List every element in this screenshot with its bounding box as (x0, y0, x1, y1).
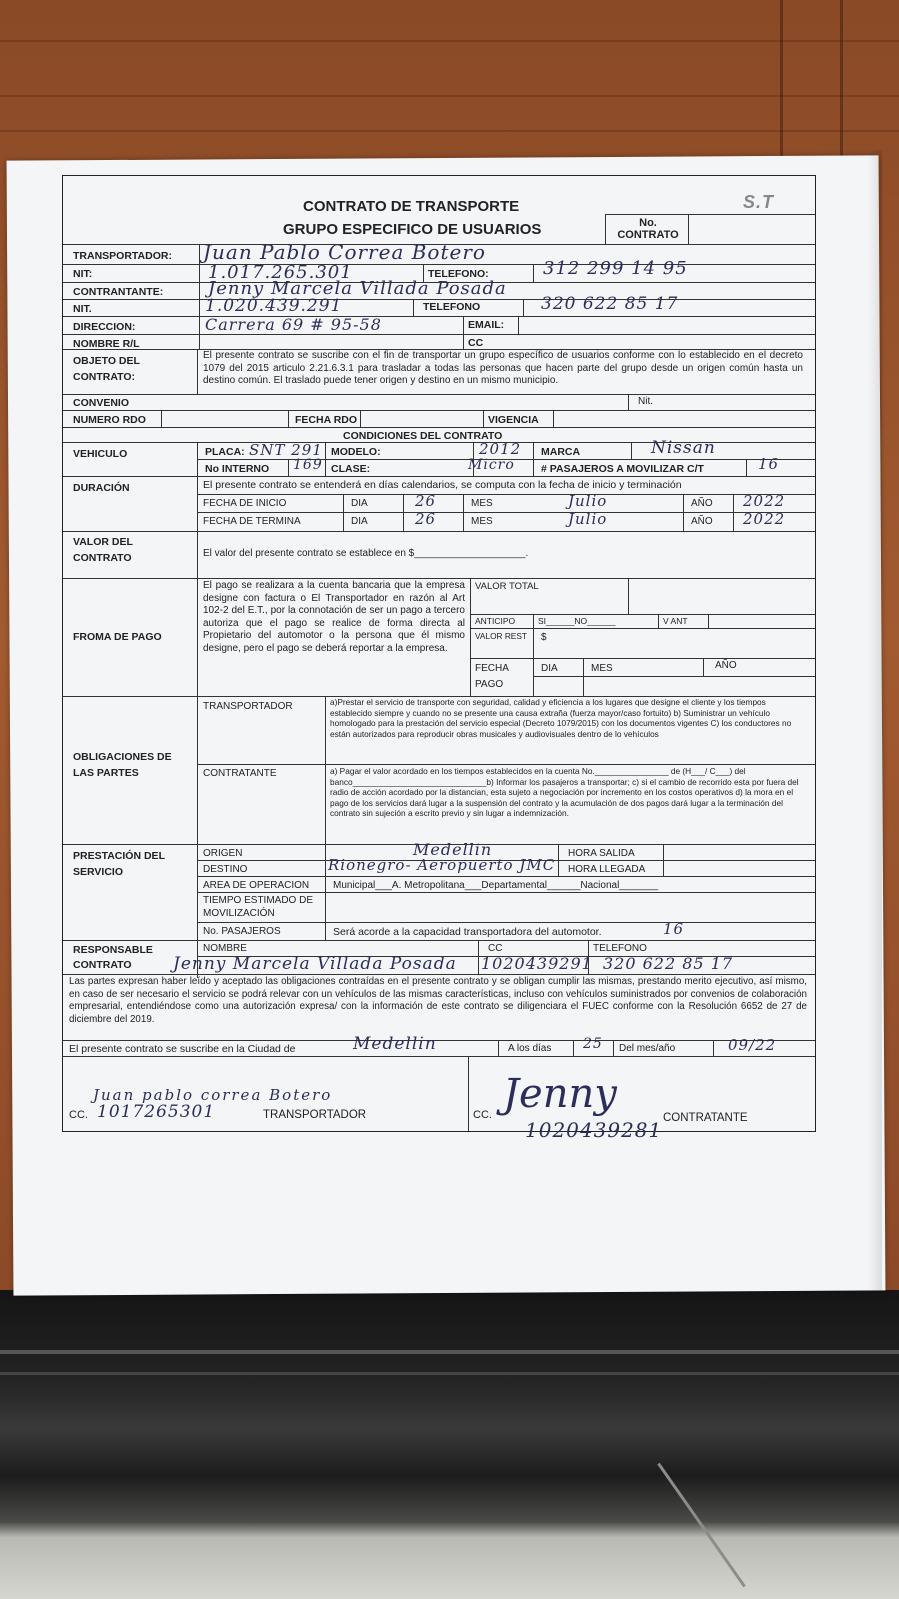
tiempo-estimado-label: TIEMPO ESTIMADO DE MOVILIZACIÓN (203, 895, 314, 919)
valor-text: El valor del presente contrato se establece en $____________________. (203, 548, 529, 559)
cc-rl-label: CC (468, 337, 484, 349)
destino-label: DESTINO (203, 864, 248, 875)
contratante-value: Jenny Marcela Villada Posada (208, 278, 507, 299)
cc1-label: CC. (69, 1109, 88, 1121)
duracion-label: DURACIÓN (73, 482, 130, 494)
suscribe-text: El presente contrato se suscribe en la Ciudad de (69, 1043, 296, 1055)
nombre-rl-label: NOMBRE R/L (73, 338, 140, 350)
objeto-label: OBJETO DEL CONTRATO: (73, 355, 140, 383)
inicio-ano-value: 2022 (743, 492, 786, 510)
hora-llegada-label: HORA LLEGADA (568, 864, 646, 875)
obligaciones-label: OBLIGACIONES DE LAS PARTES (73, 751, 172, 779)
transportador-label: TRANSPORTADOR: (73, 250, 172, 262)
fecha-rdo-label: FECHA RDO (295, 414, 358, 426)
form-subtitle: GRUPO ESPECIFICO DE USUARIOS (283, 221, 542, 238)
direccion-label: DIRECCION: (73, 321, 136, 333)
valor-total-label: VALOR TOTAL (475, 581, 539, 592)
termina-dia-value: 26 (415, 510, 437, 528)
responsable-cc-value: 1020439291 (481, 954, 593, 973)
placa-label: PLACA: (205, 446, 245, 458)
vehiculo-label: VEHICULO (73, 448, 128, 460)
anticipo-label: ANTICIPO (475, 616, 516, 626)
prestacion-label: PRESTACIÓN DEL SERVICIO (73, 850, 165, 878)
no-pasajeros-value: 16 (663, 920, 685, 938)
convenio-label: CONVENIO (73, 397, 130, 409)
responsable-nombre-value: Jenny Marcela Villada Posada (173, 954, 457, 974)
destino-value: Rionegro- Aeropuerto JMC (328, 856, 556, 874)
valor-label: VALOR DEL CONTRATO (73, 536, 133, 564)
pasajeros-movilizar-label: # PASAJEROS A MOVILIZAR C/T (541, 463, 704, 475)
telefono-label: TELEFONO: (428, 268, 489, 280)
contract-form (62, 175, 816, 1142)
forma-pago-text: El pago se realizara a la cuenta bancaria que la empresa designe con factura o El Transportador en razón al Art 102-2 del E.T., por la connotación de ser un pago a tercero autoriza que el pago se realice de forma directa al Propietario del automotor o la persona que él mismo designe, pero el pago se deberá reportar a la empresa. (203, 580, 465, 654)
obligaciones-contratante-text: a) Pagar el valor acordado en los tiempos establecidos en la cuenta No.________________ de (H___/ C___) del banco_____________________________b) Informar los pasajeros a transportar; c) si el cambio de recorrido esta por fuera del radio de acción acordado por la distancian, esta sujeto a negociación por incremento en los costos operativos d) la mora en el pago de los servicios dará lugar a la suspensión del contrato y la acumulación de dos pagos dará lugar a la terminación del contrato sin sujeción a escrito previo y sin lugar a indemnización. (330, 766, 799, 818)
suscribe-ciudad: Medellin (353, 1034, 437, 1054)
duracion-text: El presente contrato se entenderá en días calendarios, se computa con la fecha de inicio y terminación (203, 479, 682, 491)
telefono-value: 312 299 14 95 (543, 258, 688, 279)
contratante-firma-label: CONTRATANTE (663, 1112, 748, 1124)
valor-rest-dollar: $ (541, 632, 547, 643)
inicio-mes-value: Julio (568, 492, 608, 510)
del-mes-label: Del mes/año (619, 1043, 676, 1054)
telefono2-label: TELEFONO (423, 301, 481, 313)
contratante-signature: Jenny (503, 1071, 617, 1117)
fecha-termina-label: FECHA DE TERMINA (203, 516, 301, 527)
mes-ano-value: 09/22 (728, 1036, 777, 1054)
area-operacion-label: AREA DE OPERACION (203, 880, 310, 891)
inicio-dia-value: 26 (415, 492, 437, 510)
numero-rdo-label: NUMERO RDO (73, 414, 146, 426)
clase-value: Micro (468, 457, 515, 473)
hora-salida-label: HORA SALIDA (568, 848, 635, 859)
responsable-label: RESPONSABLE CONTRATO (73, 944, 153, 971)
inicio-ano-label: AÑO (691, 498, 713, 509)
placa-value: SNT 291 (249, 441, 323, 459)
forma-pago-label: FROMA DE PAGO (73, 631, 162, 643)
condiciones-heading: CONDICIONES DEL CONTRATO (343, 430, 503, 442)
responsable-cc-label: CC (488, 943, 503, 954)
obligaciones-transportador-label: TRANSPORTADOR (203, 701, 293, 712)
objeto-text: El presente contrato se suscribe con el fin de transportar un grupo específico de usuarios conforme con lo establecido en el decreto 1079 del 2015 articulo 2.21.6.3.1 para trasladar a todas las personas que hacen parte del grupo desde un origen común hasta un destino común. El traslado puede tener origen y destino en un mismo municipio. (203, 350, 803, 386)
anticipo-si-no: SI______NO______ (538, 616, 616, 626)
cc2-label: CC. (473, 1109, 492, 1121)
dias-value: 25 (583, 1036, 603, 1052)
nit-label: NIT: (73, 268, 93, 280)
inicio-dia-label: DIA (351, 498, 368, 509)
fecha-pago-label: FECHA PAGO (475, 663, 509, 690)
a-los-dias-label: A los días (508, 1043, 552, 1054)
convenio-nit: Nit. (638, 396, 653, 407)
valor-rest-label: VALOR REST (475, 631, 527, 641)
no-pasajeros-text: Será acorde a la capacidad transportadora del automotor. (333, 926, 602, 938)
fecha-pago-dia: DIA (541, 663, 558, 674)
responsable-telefono-label: TELEFONO (593, 943, 647, 954)
email-label: EMAIL: (468, 319, 505, 331)
no-pasajeros-label: No. PASAJEROS (203, 926, 281, 937)
no-interno-label: No INTERNO (205, 463, 270, 475)
fecha-pago-ano: AÑO (715, 660, 737, 671)
responsable-nombre-label: NOMBRE (203, 943, 247, 954)
modelo-value: 2012 (479, 440, 522, 458)
origen-label: ORIGEN (203, 848, 243, 859)
obligaciones-contratante-label: CONTRATANTE (203, 768, 277, 779)
termina-dia-label: DIA (351, 516, 368, 527)
clausula-text: Las partes expresan haber leído y aceptado las obligaciones contraídas en el presente contrato y se obligan cumplir las mismas, prestando merito ejecutivo, así mismo, en caso de ser necesario el servicio se podrá relevar con un vehículos de las mismas características, incluso con vehículos suministrados por convenios de colaboración empresarial, entendiéndose como una autorización expresa/ con la información de este contrato se diligenciara el FUEC conforme con la Resolución 6652 de 27 de diciembre del 2019. (69, 976, 807, 1025)
nit-value: 1.017.265.301 (208, 262, 353, 283)
vigencia-label: VIGENCIA (488, 414, 539, 426)
contratante-signature-cc: 1020439281 (525, 1118, 663, 1142)
termina-ano-value: 2022 (743, 510, 786, 528)
contratante-label: CONTRANTANTE: (73, 286, 164, 298)
nit2-label: NIT. (73, 303, 92, 315)
company-logo: S.T (743, 192, 775, 212)
marca-label: MARCA (541, 446, 581, 458)
floor-background (0, 1290, 899, 1599)
pasajeros-movilizar-value: 16 (758, 455, 780, 473)
direccion-value: Carrera 69 # 95-58 (205, 315, 382, 334)
transportador-firma-label: TRANSPORTADOR (263, 1109, 367, 1121)
modelo-label: MODELO: (331, 446, 381, 458)
nit2-value: 1.020.439.291 (205, 296, 343, 316)
responsable-telefono-value: 320 622 85 17 (603, 954, 734, 973)
form-title: CONTRATO DE TRANSPORTE (303, 198, 520, 215)
contract-number-label: No. CONTRATO (617, 217, 679, 241)
area-operacion-text: Municipal___A. Metropolitana___Departamental______Nacional_______ (333, 880, 659, 891)
valor-anticipo-label: V ANT (663, 616, 688, 626)
telefono2-value: 320 622 85 17 (541, 294, 679, 314)
transportador-value: Juan Pablo Correa Botero (203, 240, 486, 264)
transportador-signature: Juan pablo correa Botero (93, 1086, 333, 1104)
obligaciones-transportador-text: a)Prestar el servicio de transporte con seguridad, calidad y eficiencia a los lugares que designe el cliente y los tiempos establecido siempre y cuando no se presente una causa extraña (fuerza mayor/caso fortuito) b) Suministrar un vehículo homologado para la prestación del servicio especial (Decreto 1079/2015) con los documentos vigentes C) los conductores no están autorizados para reproducir obras musicales y audiovisuales dentro de lo vehículos (330, 697, 792, 739)
origen-value: Medellin (413, 840, 493, 859)
inicio-mes-label: MES (471, 498, 493, 509)
termina-mes-value: Julio (568, 510, 608, 528)
transportador-signature-cc: 1017265301 (97, 1102, 216, 1122)
no-interno-value: 169 (293, 457, 323, 473)
fecha-pago-mes: MES (591, 663, 613, 674)
fecha-inicio-label: FECHA DE INICIO (203, 498, 287, 509)
clase-label: CLASE: (331, 463, 371, 475)
marca-value: Nissan (651, 438, 716, 458)
termina-ano-label: AÑO (691, 516, 713, 527)
termina-mes-label: MES (471, 516, 493, 527)
